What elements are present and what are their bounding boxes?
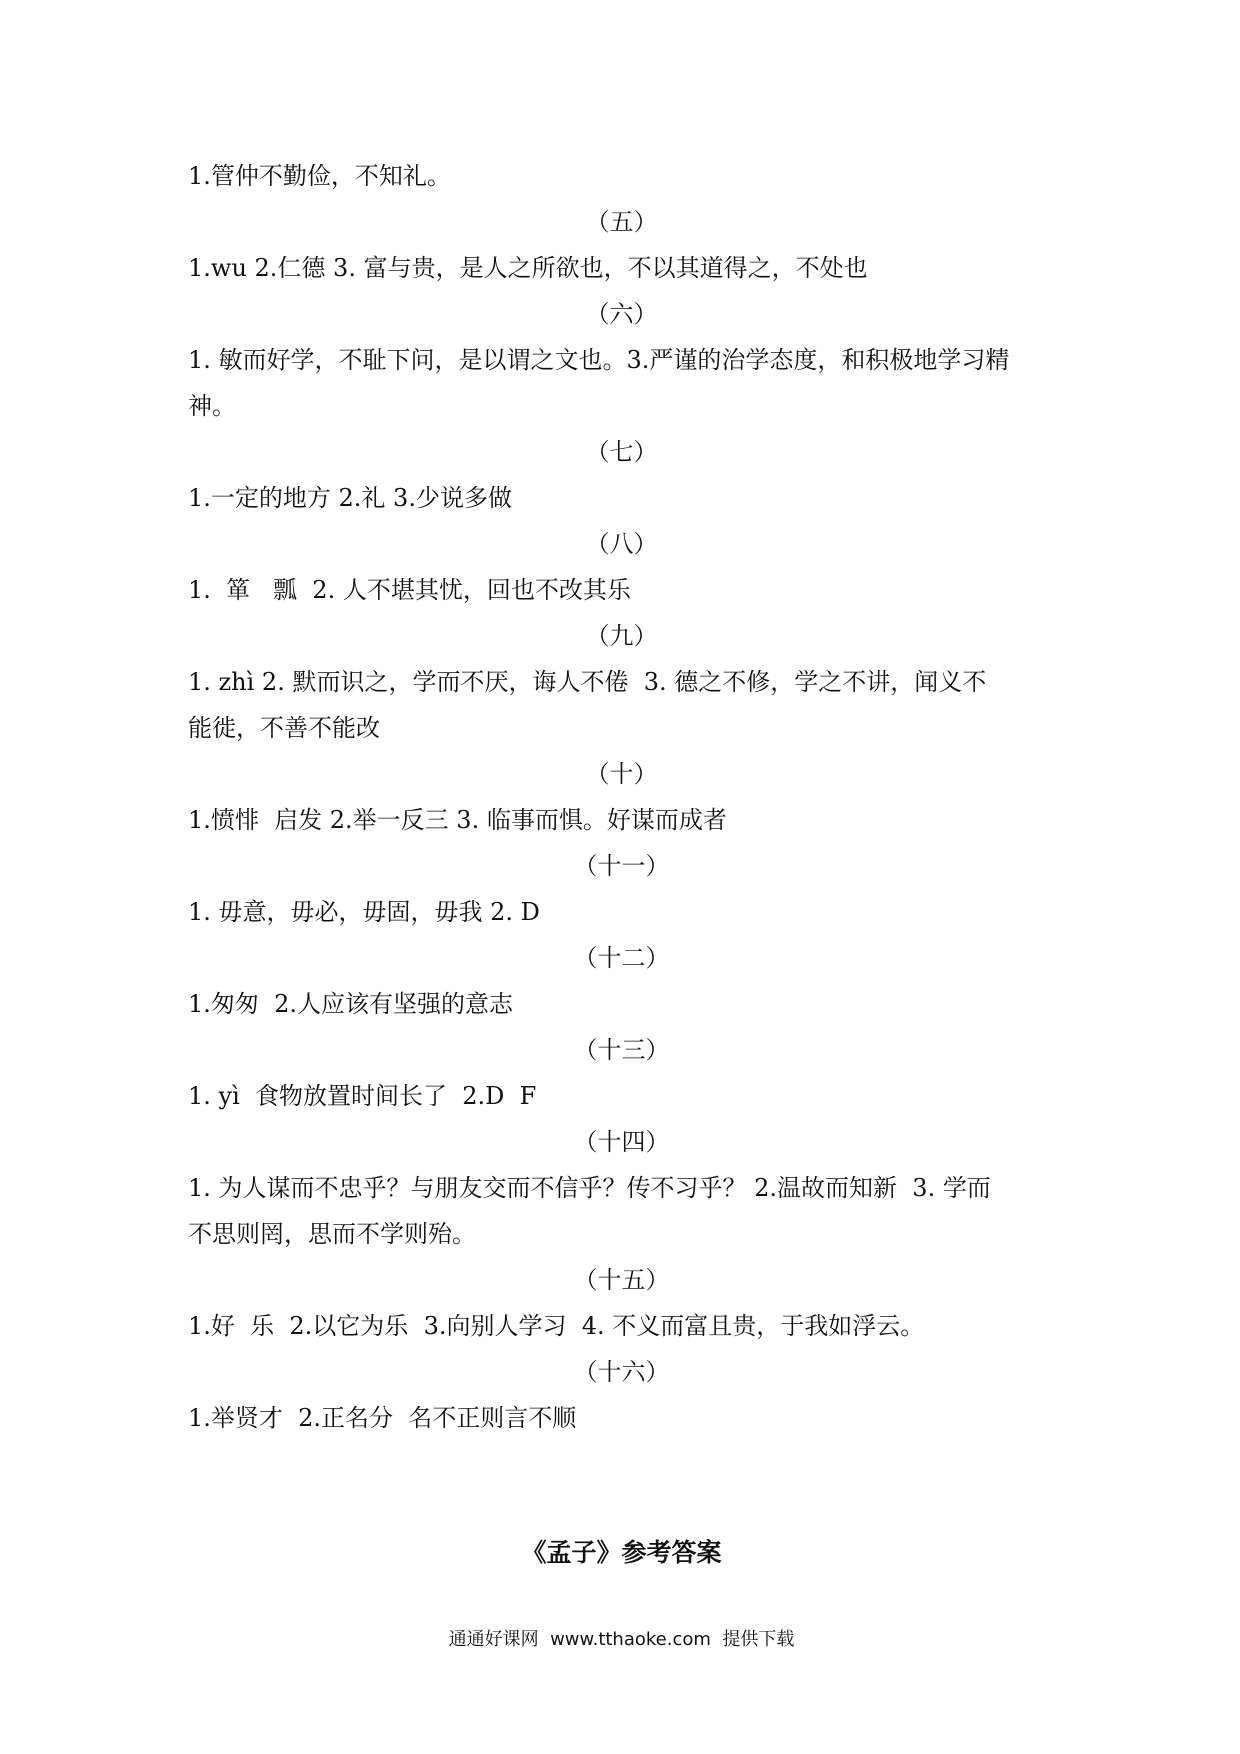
answer-line: 1. 毋意，毋必，毋固，毋我 2. D — [188, 898, 540, 926]
answer-line: 1. yì 食物放置时间长了 2.D F — [188, 1082, 537, 1110]
answer-line: 1.愤悱 启发 2.举一反三 3. 临事而惧。好谋而成者 — [188, 806, 727, 834]
section-number: （十四） — [573, 1128, 670, 1156]
answer-line: 1.匆匆 2.人应该有坚强的意志 — [188, 990, 514, 1018]
section-number: （六） — [585, 300, 658, 328]
section-number: （七） — [585, 438, 658, 466]
section-number: （十五） — [573, 1266, 670, 1294]
section-number: （十六） — [573, 1358, 670, 1386]
answer-line: 1.好 乐 2.以它为乐 3.向别人学习 4. 不义而富且贵，于我如浮云。 — [188, 1312, 925, 1340]
section-number: （八） — [585, 530, 658, 558]
section-heading: 《孟子》参考答案 — [521, 1538, 722, 1567]
page-footer: 通通好课网 www.tthaoke.com 提供下载 — [448, 1629, 795, 1650]
section-number: （五） — [585, 208, 658, 236]
answer-line: 1. 箪 瓢 2. 人不堪其忧，回也不改其乐 — [188, 576, 631, 604]
section-number: （十） — [585, 760, 658, 788]
answer-line: 1.wu 2.仁德 3. 富与贵，是人之所欲也，不以其道得之，不处也 — [188, 254, 868, 282]
answer-line: 1. 敏而好学，不耻下问，是以谓之文也。3.严谨的治学态度，和积极地学习精 — [188, 346, 1010, 374]
section-number: （九） — [585, 622, 658, 650]
answer-line: 1. zhì 2. 默而识之，学而不厌，诲人不倦 3. 德之不修，学之不讲，闻义不 — [188, 668, 987, 696]
answer-line: 不思则罔，思而不学则殆。 — [188, 1220, 476, 1248]
answer-line: 1.一定的地方 2.礼 3.少说多做 — [188, 484, 512, 512]
section-number: （十二） — [573, 944, 670, 972]
section-number: （十三） — [573, 1036, 670, 1064]
answer-line: 1.管仲不勤俭，不知礼。 — [188, 162, 451, 190]
answer-line: 能徙，不善不能改 — [188, 714, 380, 742]
answer-line: 1.举贤才 2.正名分 名不正则言不顺 — [188, 1404, 577, 1432]
answer-line: 神。 — [188, 392, 236, 420]
answer-line: 1. 为人谋而不忠乎？与朋友交而不信乎？传不习乎？ 2.温故而知新 3. 学而 — [188, 1174, 991, 1202]
section-number: （十一） — [573, 852, 670, 880]
